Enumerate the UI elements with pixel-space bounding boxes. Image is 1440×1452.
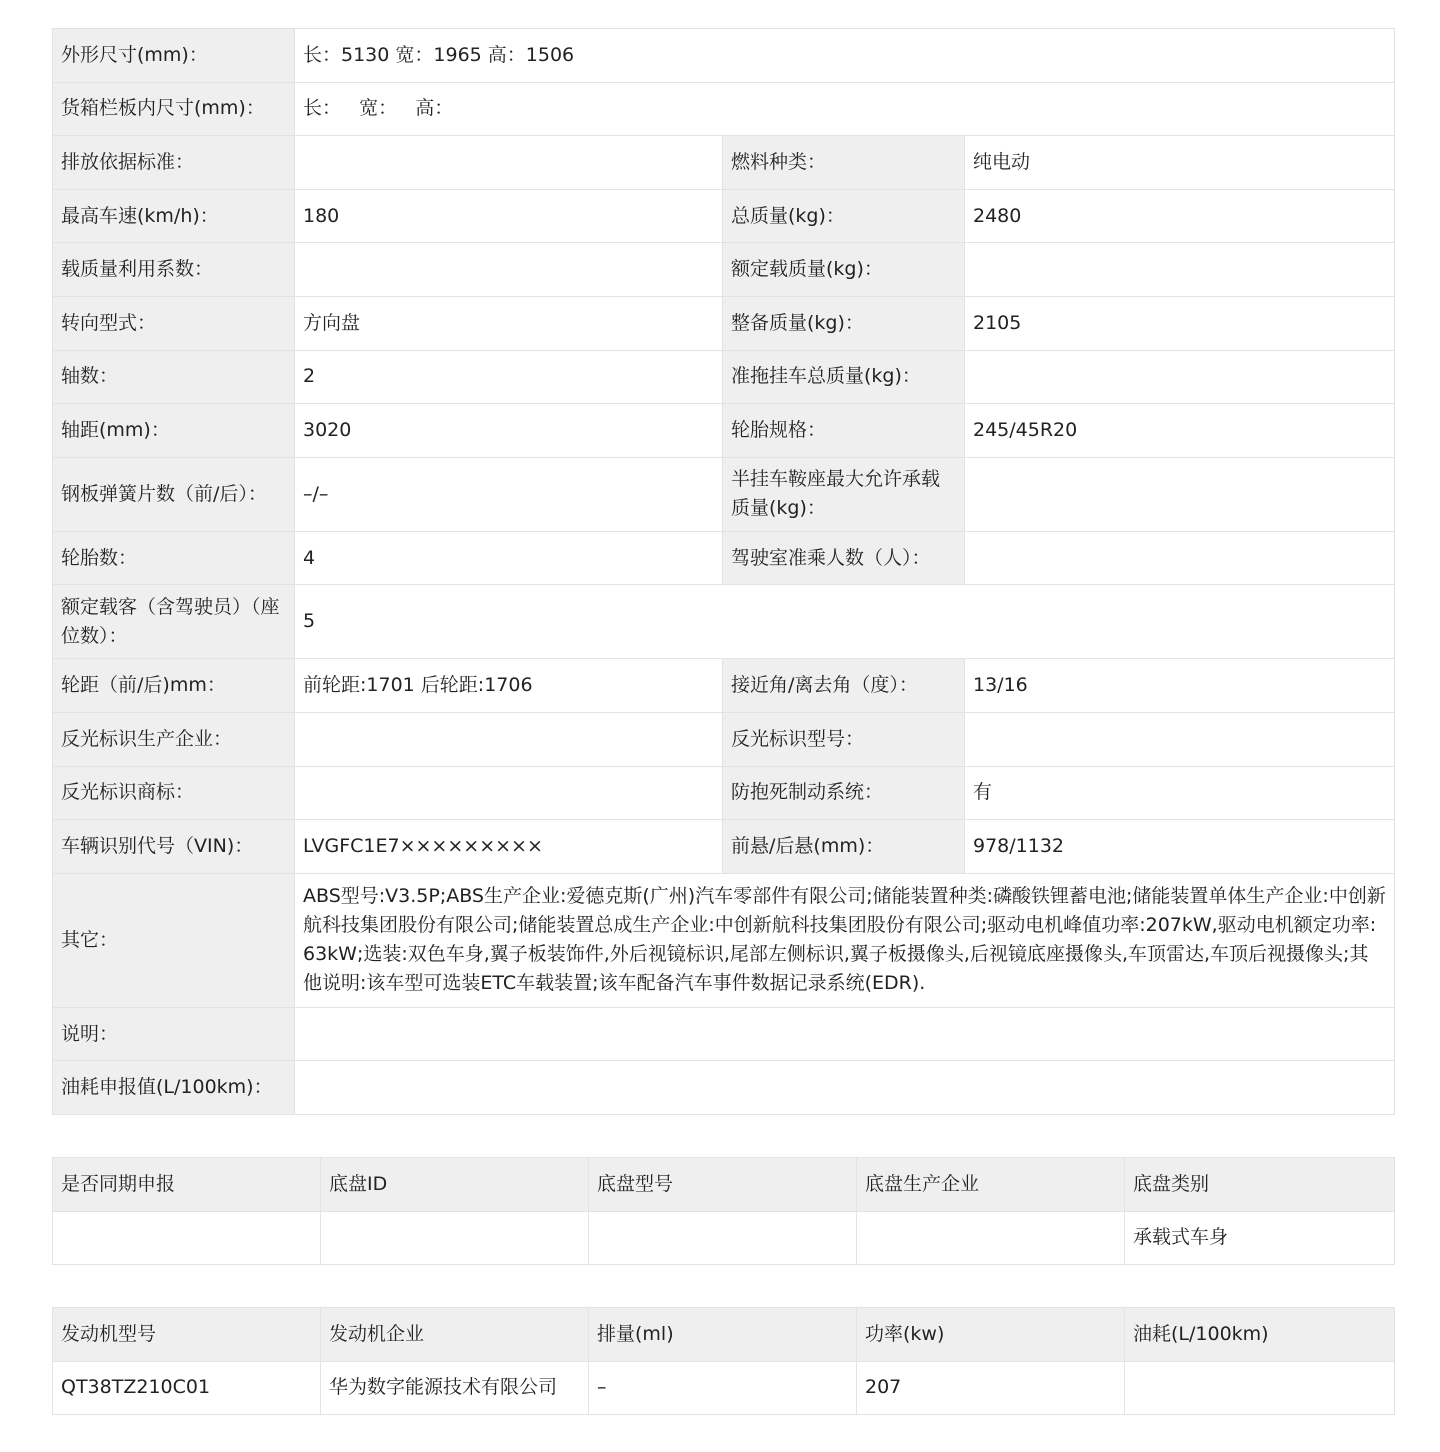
spec-value: 2105 xyxy=(965,296,1395,350)
table-cell xyxy=(321,1211,589,1265)
note-value xyxy=(295,1007,1395,1061)
table-row xyxy=(53,29,1395,83)
spec-value: 13/16 xyxy=(965,659,1395,713)
table-row xyxy=(53,350,1395,404)
vehicle-spec-table xyxy=(52,28,1395,1115)
spec-value xyxy=(295,136,723,190)
dimensions-label: 外形尺寸(mm)： xyxy=(53,29,295,83)
table-cell xyxy=(53,1211,321,1265)
table-row xyxy=(53,189,1395,243)
other-label: 其它： xyxy=(53,873,295,1007)
column-header: 功率(kw) xyxy=(857,1308,1125,1362)
spec-label: 燃料种类： xyxy=(723,136,965,190)
column-header: 底盘类别 xyxy=(1125,1158,1395,1212)
spec-label: 轮胎规格： xyxy=(723,404,965,458)
spec-value xyxy=(295,766,723,820)
column-header: 底盘生产企业 xyxy=(857,1158,1125,1212)
passengers-label: 额定载客（含驾驶员）（座位数）： xyxy=(53,585,295,659)
spec-value xyxy=(965,457,1395,531)
table-row xyxy=(53,243,1395,297)
table-cell: – xyxy=(589,1361,857,1415)
spec-value: 3020 xyxy=(295,404,723,458)
column-header: 发动机企业 xyxy=(321,1308,589,1362)
spec-label: 反光标识型号： xyxy=(723,712,965,766)
spec-value: 2480 xyxy=(965,189,1395,243)
table-row xyxy=(53,1211,1395,1265)
column-header: 底盘ID xyxy=(321,1158,589,1212)
spec-label: 轴数： xyxy=(53,350,295,404)
spec-value: 4 xyxy=(295,531,723,585)
spec-label: 准拖挂车总质量(kg)： xyxy=(723,350,965,404)
table-cell xyxy=(1125,1361,1395,1415)
spec-label: 整备质量(kg)： xyxy=(723,296,965,350)
cargo-box-value: 长： 宽： 高： xyxy=(295,82,1395,136)
table-cell: 207 xyxy=(857,1361,1125,1415)
spec-label: 接近角/离去角（度）： xyxy=(723,659,965,713)
spec-label: 转向型式： xyxy=(53,296,295,350)
table-row xyxy=(53,1061,1395,1115)
table-row xyxy=(53,296,1395,350)
spec-label: 轮距（前/后)mm： xyxy=(53,659,295,713)
dimensions-value: 长：5130 宽：1965 高：1506 xyxy=(295,29,1395,83)
table-row xyxy=(53,585,1395,659)
fuel-declared-value xyxy=(295,1061,1395,1115)
spec-label: 载质量利用系数： xyxy=(53,243,295,297)
table-row xyxy=(53,873,1395,1007)
table-header-row xyxy=(53,1308,1395,1362)
cargo-box-label: 货箱栏板内尺寸(mm)： xyxy=(53,82,295,136)
spec-label: 车辆识别代号（VIN)： xyxy=(53,820,295,874)
spec-value: 前轮距:1701 后轮距:1706 xyxy=(295,659,723,713)
table-row xyxy=(53,1361,1395,1415)
table-row xyxy=(53,531,1395,585)
spec-label: 轴距(mm)： xyxy=(53,404,295,458)
note-label: 说明： xyxy=(53,1007,295,1061)
table-cell xyxy=(857,1211,1125,1265)
spec-label: 总质量(kg)： xyxy=(723,189,965,243)
spec-value: 180 xyxy=(295,189,723,243)
table-row xyxy=(53,82,1395,136)
passengers-value: 5 xyxy=(295,585,1395,659)
table-row xyxy=(53,404,1395,458)
spec-label: 防抱死制动系统： xyxy=(723,766,965,820)
spec-value xyxy=(965,712,1395,766)
table-row xyxy=(53,659,1395,713)
spec-value xyxy=(965,243,1395,297)
column-header: 底盘型号 xyxy=(589,1158,857,1212)
table-row xyxy=(53,712,1395,766)
spec-label: 额定载质量(kg)： xyxy=(723,243,965,297)
table-cell: 承载式车身 xyxy=(1125,1211,1395,1265)
spec-value: –/– xyxy=(295,457,723,531)
table-cell: 华为数字能源技术有限公司 xyxy=(321,1361,589,1415)
table-row xyxy=(53,1007,1395,1061)
spec-value: 2 xyxy=(295,350,723,404)
spec-value xyxy=(295,243,723,297)
spec-label: 前悬/后悬(mm)： xyxy=(723,820,965,874)
table-row xyxy=(53,766,1395,820)
table-cell: QT38TZ210C01 xyxy=(53,1361,321,1415)
engine-table xyxy=(52,1307,1395,1415)
spec-label: 反光标识商标： xyxy=(53,766,295,820)
spec-value xyxy=(965,531,1395,585)
spec-value: 纯电动 xyxy=(965,136,1395,190)
chassis-table xyxy=(52,1157,1395,1265)
table-row xyxy=(53,457,1395,531)
vin-value: LVGFC1E7××××××××× xyxy=(295,820,723,874)
fuel-declared-label: 油耗申报值(L/100km)： xyxy=(53,1061,295,1115)
other-value: ABS型号:V3.5P;ABS生产企业:爱德克斯(广州)汽车零部件有限公司;储能装置种类:磷酸铁锂蓄电池;储能装置单体生产企业:中创新航科技集团股份有限公司;储能装置总成生产企业:中创新航科技集团股份有限公司;驱动电机峰值功率:207kW,驱动电机额定功率:63kW;选装:双色车身,翼子板装饰件,外后视镜标识,尾部左侧标识,翼子板摄像头,后视镜底座摄像头,车顶雷达,车顶后视摄像头;其他说明:该车型可选装ETC车载装置;该车配备汽车事件数据记录系统(EDR). xyxy=(295,873,1395,1007)
spec-label: 钢板弹簧片数（前/后）： xyxy=(53,457,295,531)
column-header: 发动机型号 xyxy=(53,1308,321,1362)
spec-label: 驾驶室准乘人数（人）： xyxy=(723,531,965,585)
spec-value xyxy=(965,350,1395,404)
spec-value: 有 xyxy=(965,766,1395,820)
table-row xyxy=(53,820,1395,874)
spec-label: 轮胎数： xyxy=(53,531,295,585)
spec-value: 方向盘 xyxy=(295,296,723,350)
spec-label: 半挂车鞍座最大允许承载质量(kg)： xyxy=(723,457,965,531)
column-header: 油耗(L/100km) xyxy=(1125,1308,1395,1362)
table-cell xyxy=(589,1211,857,1265)
spec-label: 反光标识生产企业： xyxy=(53,712,295,766)
table-header-row xyxy=(53,1158,1395,1212)
column-header: 是否同期申报 xyxy=(53,1158,321,1212)
spec-value xyxy=(295,712,723,766)
spec-label: 最高车速(km/h)： xyxy=(53,189,295,243)
spec-label: 排放依据标准： xyxy=(53,136,295,190)
column-header: 排量(ml) xyxy=(589,1308,857,1362)
spec-value: 245/45R20 xyxy=(965,404,1395,458)
spec-value: 978/1132 xyxy=(965,820,1395,874)
table-row xyxy=(53,136,1395,190)
